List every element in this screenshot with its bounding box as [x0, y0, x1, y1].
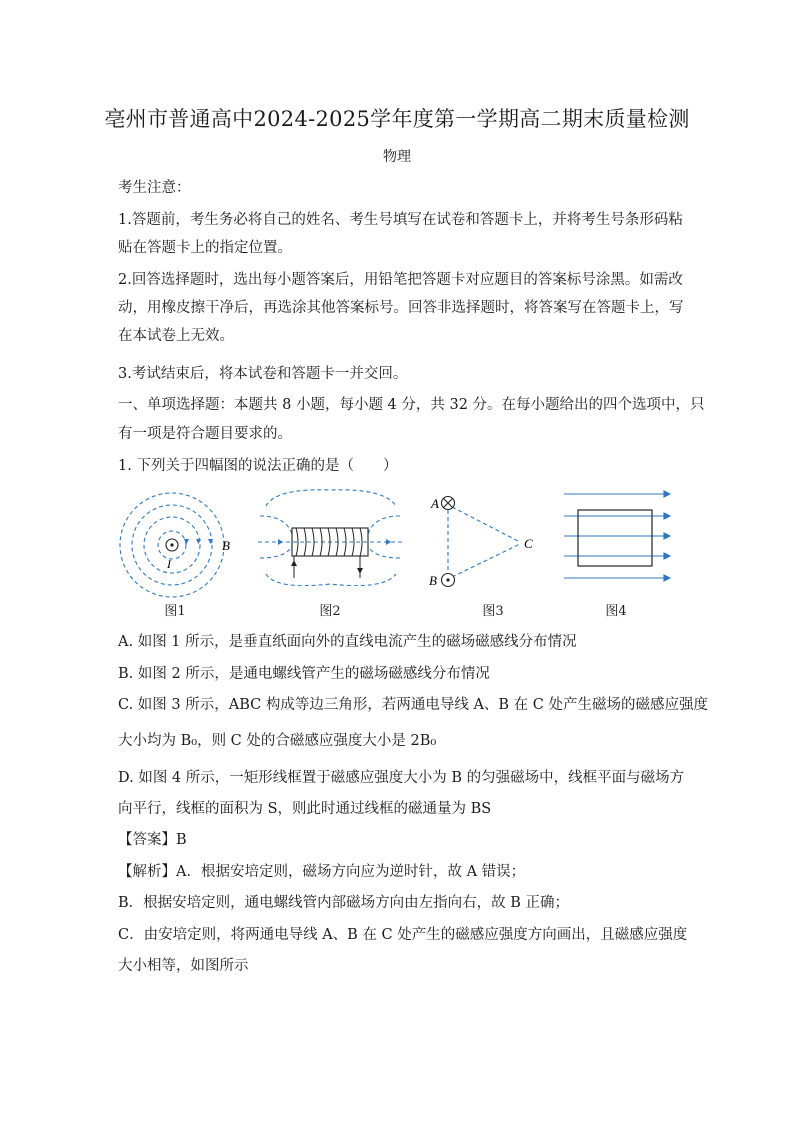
option-c: C. 如图 3 所示，ABC 构成等边三角形，若两通电导线 A、B 在 C 处产生磁场的磁感应强度 [118, 697, 708, 713]
fig3-caption: 图3 [482, 604, 504, 619]
option-a: A. 如图 1 所示，是垂直纸面向外的直线电流产生的磁场磁感线分布情况 [118, 634, 577, 650]
exam-title: 亳州市普通高中2024-2025学年度第一学期高二期末质量检测 [104, 107, 690, 131]
fig3-A-label: A [431, 496, 439, 511]
figure-3 [422, 486, 554, 594]
analysis-line: C．由安培定则，将两通电导线 A、B 在 C 处产生的磁感应强度方向画出，且磁感应强度 [118, 927, 688, 943]
analysis-line: 大小相等，如图所示 [118, 958, 249, 974]
analysis-line: 【解析】A．根据安培定则，磁场方向应为逆时针，故 A 错误； [118, 864, 526, 880]
section-heading: 有一项是符合题目要求的。 [118, 426, 292, 442]
section-heading: 一、单项选择题：本题共 8 小题，每小题 4 分，共 32 分。在每小题给出的四个选项中，只 [118, 397, 705, 413]
fig1-B-label: B [222, 538, 230, 553]
option-b: B. 如图 2 所示，是通电螺线管产生的磁场磁感线分布情况 [118, 666, 490, 682]
figure-1 [118, 486, 238, 598]
notice-line: 贴在答题卡上的指定位置。 [118, 240, 292, 256]
fig3-B-label: B [429, 573, 437, 588]
analysis-line: B．根据安培定则，通电螺线管内部磁场方向由左指向右，故 B 正确； [118, 895, 570, 911]
subject-label: 物理 [383, 149, 411, 165]
fig2-caption: 图2 [319, 604, 341, 619]
option-c-cont: 大小均为 B₀，则 C 处的合磁感应强度大小是 2B₀ [118, 733, 437, 749]
fig3-C-label: C [524, 536, 533, 551]
notice-line: 在本试卷上无效。 [118, 328, 234, 344]
fig1-caption: 图1 [164, 604, 186, 619]
notice-heading: 考生注意： [118, 180, 191, 196]
option-d-cont: 向平行，线框的面积为 S，则此时通过线框的磁通量为 BS [118, 801, 492, 817]
figure-2 [256, 486, 404, 586]
figure-4 [560, 486, 674, 590]
notice-line: 1.答题前，考生务必将自己的姓名、考生号填写在试卷和答题卡上，并将考生号条形码粘 [118, 212, 683, 228]
option-d: D. 如图 4 所示，一矩形线框置于磁感应强度大小为 B 的匀强磁场中，线框平面与磁场方 [118, 770, 685, 786]
notice-line: 2.回答选择题时，选出每小题答案后，用铅笔把答题卡对应题目的答案标号涂黑。如需改 [118, 272, 683, 288]
fig4-caption: 图4 [605, 604, 627, 619]
notice-line: 动，用橡皮擦干净后，再选涂其他答案标号。回答非选择题时，将答案写在答题卡上，写 [118, 300, 684, 316]
answer: 【答案】B [118, 832, 187, 848]
question-1-stem: 1. 下列关于四幅图的说法正确的是（ ） [118, 458, 398, 474]
fig1-I-label: I [167, 557, 171, 571]
notice-line: 3.考试结束后，将本试卷和答题卡一并交回。 [118, 366, 408, 382]
